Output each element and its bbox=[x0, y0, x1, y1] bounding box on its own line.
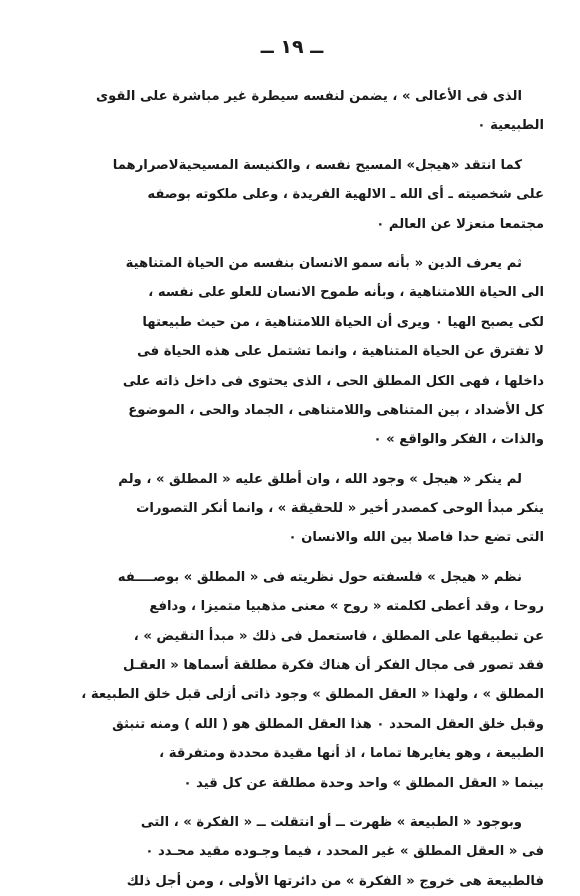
text-line: روحا ، وقد أعطى لكلمته « روح » معنى مذهبيا متميزا ، ودافع bbox=[149, 599, 544, 615]
text-line: الطبيعية ٠ bbox=[477, 118, 544, 134]
text-line: على شخصيته ـ أى الله ـ الالهية الفريدة ، وعلى ملكوته بوصفه bbox=[147, 187, 544, 203]
text-line: لكى يصبح الهيا ٠ ويرى أن الحياة اللامتناهية ، من حيث طبيعتها bbox=[142, 314, 544, 330]
text-line: وبوجود « الطبيعة » ظهرت ــ أو انتقلت ــ « الفكرة » ، التى bbox=[140, 814, 522, 830]
text-line: لا تفترق عن الحياة المتناهية ، وانما تشتمل على هذه الحياة فى bbox=[137, 344, 544, 360]
paragraph bbox=[40, 82, 544, 141]
text-line: لم ينكر « هيجل » وجود الله ، وان أطلق عليه « المطلق » ، ولم bbox=[118, 471, 522, 487]
text-line: بينما « العقل المطلق » واحد وحدة مطلقة عن كل قيد ٠ bbox=[183, 775, 544, 791]
paragraph bbox=[40, 249, 544, 455]
text-line: فقد تصور فى مجال الفكر أن هناك فكرة مطلقة أسماها « العقـل bbox=[122, 658, 544, 674]
text-line: نظم « هيجل » فلسفته حول نظريته فى « المطلق » بوصــــفه bbox=[117, 569, 522, 585]
text-line: الطبيعة ، وهو يغايرها تماما ، اذ أنها مقيدة محددة ومتفرقة ، bbox=[159, 746, 544, 762]
paragraph bbox=[40, 151, 544, 239]
text-line: فى « العقل المطلق » غير المحدد ، فيما وجـوده مقيد محـدد ٠ bbox=[145, 844, 544, 860]
text-line: الذى فى الأعالى » ، يضمن لنفسه سيطرة غير مباشرة على القوى bbox=[96, 89, 522, 104]
paragraph bbox=[40, 465, 544, 553]
text-line: وقبل خلق العقل المحدد ٠ هذا العقل المطلق هو ( الله ) ومنه تنبثق bbox=[112, 716, 544, 732]
text-line: فالطبيعة هى خروج « الفكرة » من دائرتها الأولى ، ومن أجل ذلك bbox=[126, 873, 544, 889]
text-line: الى الحياة اللامتناهية ، وبأنه طموح الانسان للعلو على نفسه ، bbox=[148, 285, 544, 301]
body-text bbox=[40, 82, 544, 896]
text-line: المطلق » ، ولهذا « العقل المطلق » وجود ذاتى أزلى قبل خلق الطبيعة ، bbox=[81, 687, 544, 703]
page-number: ــ ١٩ ــ bbox=[260, 36, 324, 58]
text-line: ينكر مبدأ الوحى كمصدر أخير « للحقيقة » ، وانما أنكر التصورات bbox=[136, 501, 544, 517]
text-line: ثم يعرف الدين « بأنه سمو الانسان بنفسه من الحياة المتناهية bbox=[125, 255, 522, 271]
text-line: التى تضع حدا فاصلا بين الله والانسان ٠ bbox=[288, 530, 544, 546]
text-line: داخلها ، فهى الكل المطلق الحى ، الذى يحتوى فى داخل ذاته على bbox=[122, 373, 544, 389]
text-line: عن تطبيقها على المطلق ، فاستعمل فى ذلك « مبدأ النقيض » ، bbox=[133, 628, 544, 644]
paragraph bbox=[40, 563, 544, 798]
text-line: مجتمعا منعزلا عن العالم ٠ bbox=[376, 216, 544, 232]
text-line: والذات ، الفكر والواقع » ٠ bbox=[373, 432, 544, 448]
paragraph bbox=[40, 808, 544, 896]
text-line: كل الأضداد ، بين المتناهى واللامتناهى ، الجماد والحى ، الموضوع bbox=[128, 402, 544, 418]
text-line: كما انتقد «هيجل» المسيح نفسه ، والكنيسة المسيحيةلاصرارهما bbox=[112, 157, 522, 173]
